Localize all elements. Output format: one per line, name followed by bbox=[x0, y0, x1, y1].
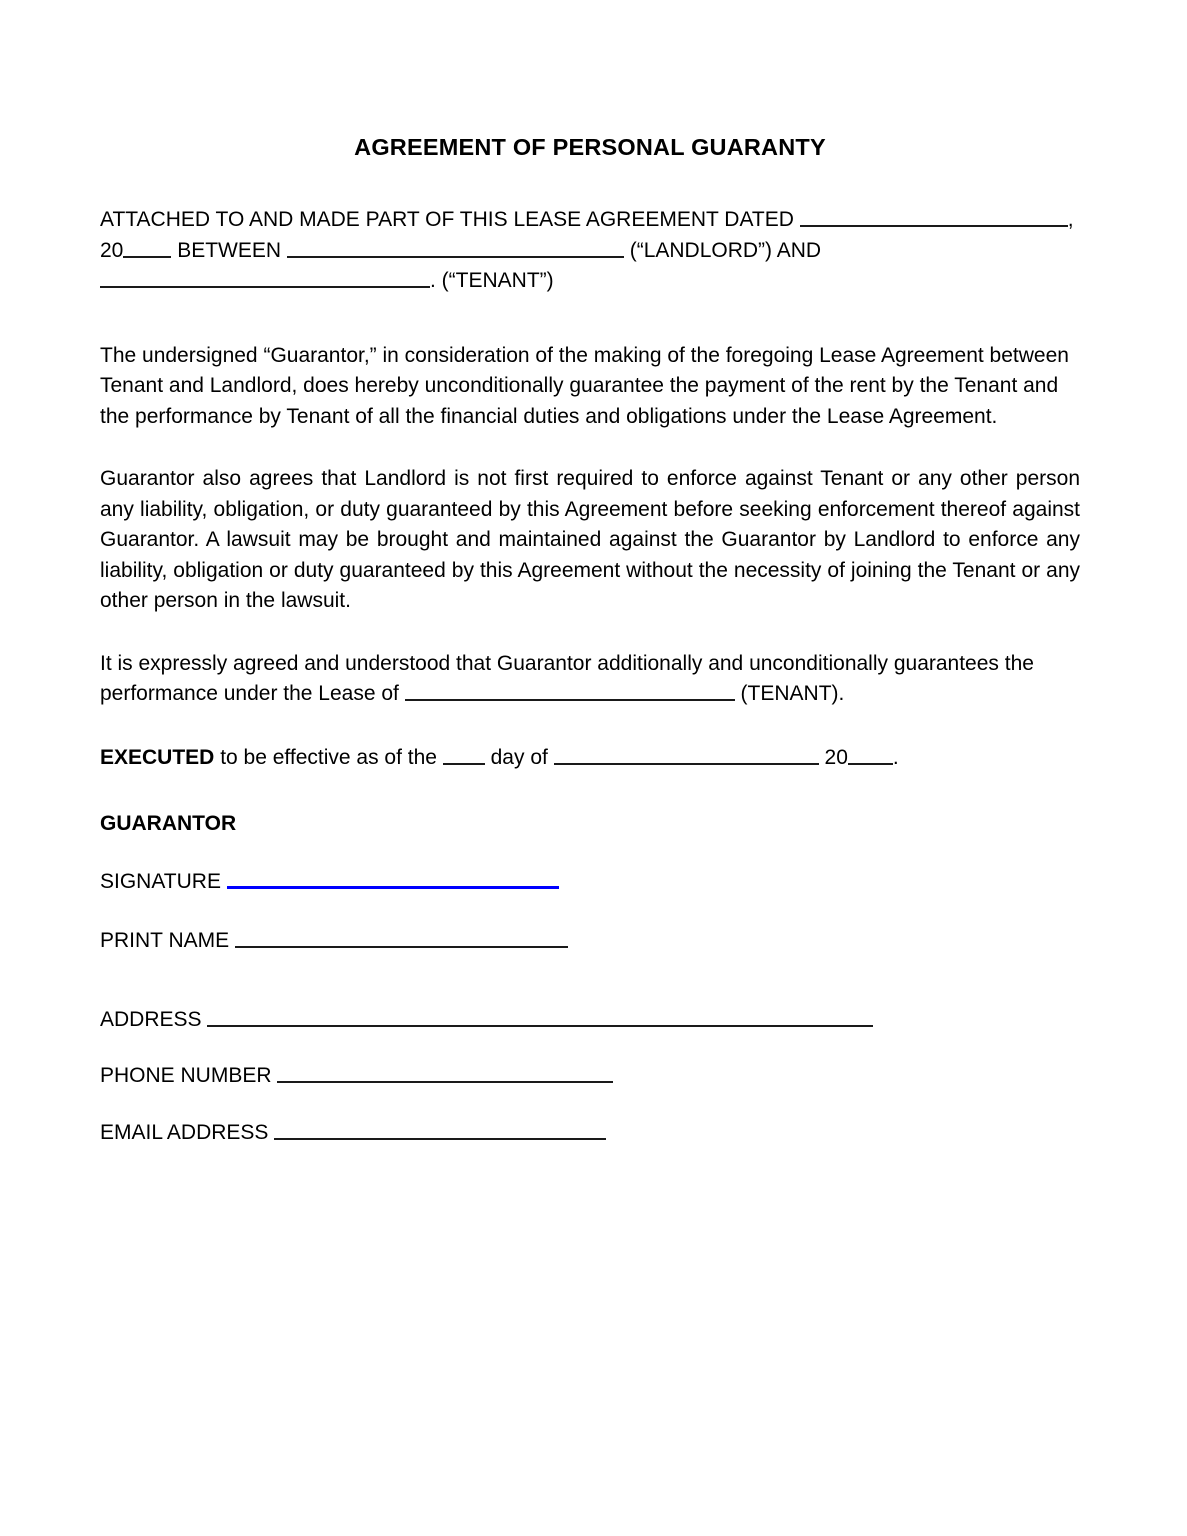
address-label: ADDRESS bbox=[100, 1007, 202, 1031]
signature-fill-rule[interactable] bbox=[227, 867, 559, 888]
attached-line1-comma: , bbox=[1067, 208, 1074, 232]
email-address-label: EMAIL ADDRESS bbox=[100, 1120, 269, 1144]
execution-month-fill-rule[interactable] bbox=[554, 744, 819, 764]
guarantor-section-heading: GUARANTOR bbox=[100, 812, 237, 836]
print-name-label: PRINT NAME bbox=[100, 929, 230, 953]
executed-segment-4: . bbox=[892, 745, 899, 769]
year-fill-rule[interactable] bbox=[123, 237, 171, 257]
between-text: BETWEEN bbox=[171, 238, 287, 262]
field-email-address bbox=[100, 1118, 1080, 1149]
executed-keyword: EXECUTED bbox=[100, 745, 215, 769]
email-address-fill-rule[interactable] bbox=[274, 1119, 606, 1139]
paragraph-performance-guarantee bbox=[100, 649, 1080, 710]
executed-line bbox=[100, 743, 1080, 774]
tenant-label-text: . (“TENANT”) bbox=[430, 269, 554, 293]
field-print-name bbox=[100, 926, 1080, 957]
execution-day-fill-rule[interactable] bbox=[443, 744, 485, 764]
field-address bbox=[100, 1005, 1080, 1036]
performance-text-after: (TENANT). bbox=[734, 682, 845, 706]
print-name-fill-rule[interactable] bbox=[235, 928, 568, 948]
document-content bbox=[100, 0, 1080, 1148]
lease-date-fill-rule[interactable] bbox=[800, 207, 1068, 227]
performance-text-before: It is expressly agreed and understood that Guarantor additionally and unconditionally guarantees the performance under the Lease of bbox=[100, 651, 1034, 706]
lease-tenant-fill-rule[interactable] bbox=[405, 681, 735, 701]
phone-number-fill-rule[interactable] bbox=[277, 1063, 613, 1083]
signature-label: SIGNATURE bbox=[100, 869, 221, 893]
field-signature bbox=[100, 867, 1080, 898]
paragraph-undersigned-guarantor: The undersigned “Guarantor,” in consideration of the making of the foregoing Lease Agreement between Tenant and Landlord, does hereby unconditionally guarantee the payment of the rent by the Tenant and the performance by Tenant of all the financial duties and obligations under the Lease Agreement. bbox=[100, 343, 1069, 428]
execution-year-fill-rule[interactable] bbox=[848, 744, 893, 764]
field-phone-number bbox=[100, 1061, 1080, 1092]
attached-to-block bbox=[100, 205, 1080, 297]
address-fill-rule[interactable] bbox=[207, 1006, 873, 1026]
phone-number-label: PHONE NUMBER bbox=[100, 1064, 272, 1088]
executed-segment-1: to be effective as of the bbox=[214, 745, 443, 769]
year-prefix-text: 20 bbox=[100, 238, 124, 262]
executed-segment-3: 20 bbox=[818, 745, 848, 769]
landlord-label-text: (“LANDLORD”) AND bbox=[623, 238, 822, 262]
landlord-name-fill-rule[interactable] bbox=[287, 237, 624, 257]
attached-line1-text: ATTACHED TO AND MADE PART OF THIS LEASE AGREEMENT DATED bbox=[100, 208, 800, 232]
paragraph-enforcement: Guarantor also agrees that Landlord is not first required to enforce against Tenant or any other person any liability, obligation, or duty guaranteed by this Agreement before seeking enforcement thereof against Guarantor. A lawsuit may be brought and maintained against the Guarantor by Landlord to enforce any liability, obligation or duty guaranteed by this Agreement without the necessity of joining the Tenant or any other person in the lawsuit. bbox=[100, 467, 1080, 613]
page-title: AGREEMENT OF PERSONAL GUARANTY bbox=[354, 134, 826, 160]
tenant-name-fill-rule[interactable] bbox=[100, 268, 430, 288]
executed-segment-2: day of bbox=[484, 745, 554, 769]
